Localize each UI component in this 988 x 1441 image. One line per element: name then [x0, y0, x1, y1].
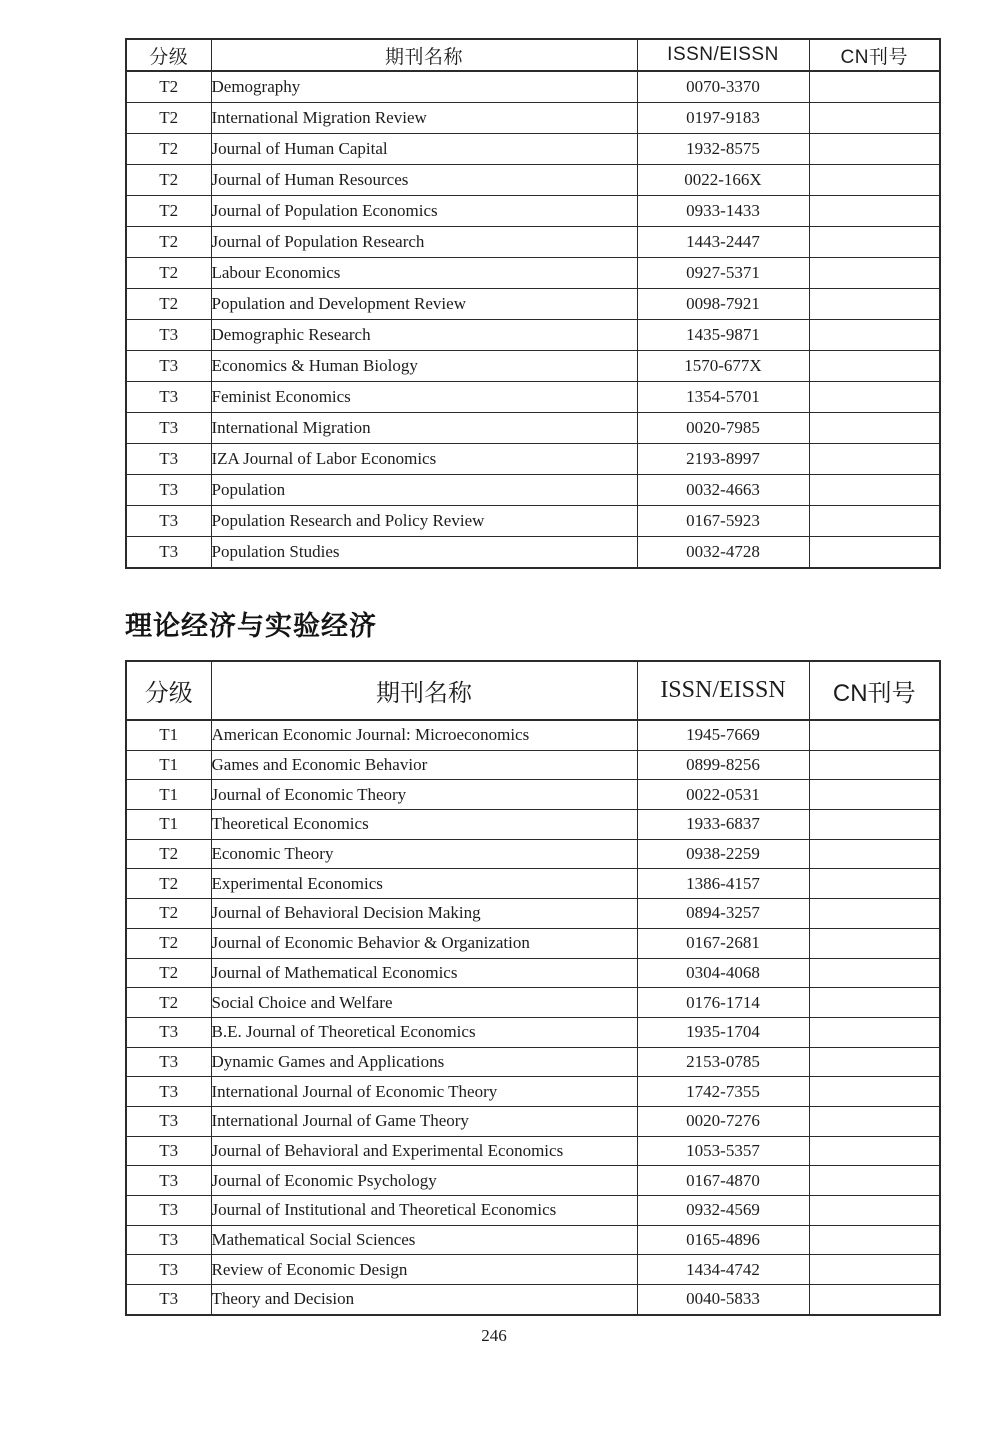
cn-number-cell	[809, 988, 940, 1018]
level-cell: T2	[126, 869, 211, 899]
issn-cell: 0167-5923	[637, 506, 809, 537]
journal-name-cell: Journal of Economic Behavior & Organization	[211, 928, 637, 958]
level-cell: T3	[126, 1077, 211, 1107]
level-cell: T3	[126, 382, 211, 413]
cn-number-cell	[809, 720, 940, 750]
level-cell: T3	[126, 1136, 211, 1166]
issn-cell: 0197-9183	[637, 103, 809, 134]
journal-name-cell: Journal of Human Capital	[211, 134, 637, 165]
journal-name-cell: Population and Development Review	[211, 289, 637, 320]
cn-number-cell	[809, 1106, 940, 1136]
level-cell: T3	[126, 1017, 211, 1047]
table-row	[126, 1255, 940, 1285]
journal-name-cell: Journal of Human Resources	[211, 165, 637, 196]
table-row	[126, 1047, 940, 1077]
table-row	[126, 320, 940, 351]
issn-cell: 0032-4728	[637, 537, 809, 569]
cn-number-cell	[809, 196, 940, 227]
issn-cell: 0020-7985	[637, 413, 809, 444]
cn-number-cell	[809, 839, 940, 869]
issn-cell: 0894-3257	[637, 899, 809, 929]
table-row	[126, 810, 940, 840]
issn-cell: 0932-4569	[637, 1196, 809, 1226]
journal-name-cell: Demographic Research	[211, 320, 637, 351]
journal-name-cell: Journal of Economic Theory	[211, 780, 637, 810]
table-row	[126, 444, 940, 475]
level-cell: T3	[126, 1255, 211, 1285]
journal-name-cell: Journal of Behavioral and Experimental Economics	[211, 1136, 637, 1166]
table-header-row	[126, 39, 940, 71]
issn-cell: 1933-6837	[637, 810, 809, 840]
journal-name-cell: Social Choice and Welfare	[211, 988, 637, 1018]
level-cell: T3	[126, 351, 211, 382]
table-row	[126, 382, 940, 413]
issn-cell: 1053-5357	[637, 1136, 809, 1166]
table-row	[126, 1077, 940, 1107]
journal-name-cell: Journal of Mathematical Economics	[211, 958, 637, 988]
issn-cell: 1443-2447	[637, 227, 809, 258]
cn-number-cell	[809, 537, 940, 569]
journal-name-cell: International Journal of Game Theory	[211, 1106, 637, 1136]
issn-cell: 0933-1433	[637, 196, 809, 227]
table-row	[126, 71, 940, 103]
cn-number-cell	[809, 1047, 940, 1077]
cn-number-cell	[809, 475, 940, 506]
journal-name-cell: Experimental Economics	[211, 869, 637, 899]
level-cell: T2	[126, 958, 211, 988]
cn-number-cell	[809, 1166, 940, 1196]
table-row	[126, 1166, 940, 1196]
journal-name-cell: Population	[211, 475, 637, 506]
level-cell: T1	[126, 750, 211, 780]
cn-number-cell	[809, 1255, 940, 1285]
journal-name-cell: International Migration	[211, 413, 637, 444]
journal-name-cell: IZA Journal of Labor Economics	[211, 444, 637, 475]
issn-cell: 1935-1704	[637, 1017, 809, 1047]
column-header-level: 分级	[126, 661, 211, 720]
table-row	[126, 506, 940, 537]
table-row	[126, 1196, 940, 1226]
table-row	[126, 537, 940, 569]
level-cell: T2	[126, 289, 211, 320]
level-cell: T2	[126, 196, 211, 227]
table-row	[126, 899, 940, 929]
table-row	[126, 103, 940, 134]
level-cell: T1	[126, 720, 211, 750]
cn-number-cell	[809, 750, 940, 780]
issn-cell: 2153-0785	[637, 1047, 809, 1077]
level-cell: T3	[126, 1285, 211, 1315]
column-header-issn: ISSN/EISSN	[637, 661, 809, 720]
table-row	[126, 289, 940, 320]
issn-cell: 0899-8256	[637, 750, 809, 780]
cn-number-cell	[809, 1077, 940, 1107]
cn-number-cell	[809, 71, 940, 103]
issn-cell: 1434-4742	[637, 1255, 809, 1285]
journal-name-cell: B.E. Journal of Theoretical Economics	[211, 1017, 637, 1047]
level-cell: T3	[126, 537, 211, 569]
cn-number-cell	[809, 869, 940, 899]
issn-cell: 0032-4663	[637, 475, 809, 506]
journal-name-cell: Demography	[211, 71, 637, 103]
journal-name-cell: Economics & Human Biology	[211, 351, 637, 382]
issn-cell: 2193-8997	[637, 444, 809, 475]
journal-name-cell: Journal of Population Research	[211, 227, 637, 258]
issn-cell: 0927-5371	[637, 258, 809, 289]
level-cell: T1	[126, 780, 211, 810]
cn-number-cell	[809, 382, 940, 413]
table-row	[126, 1225, 940, 1255]
level-cell: T2	[126, 134, 211, 165]
journal-name-cell: Population Research and Policy Review	[211, 506, 637, 537]
cn-number-cell	[809, 810, 940, 840]
level-cell: T3	[126, 1106, 211, 1136]
journal-name-cell: International Migration Review	[211, 103, 637, 134]
issn-cell: 0020-7276	[637, 1106, 809, 1136]
level-cell: T3	[126, 1047, 211, 1077]
table-row	[126, 165, 940, 196]
journal-name-cell: Population Studies	[211, 537, 637, 569]
issn-cell: 0022-0531	[637, 780, 809, 810]
level-cell: T2	[126, 165, 211, 196]
level-cell: T1	[126, 810, 211, 840]
cn-number-cell	[809, 444, 940, 475]
journal-name-cell: Journal of Institutional and Theoretical Economics	[211, 1196, 637, 1226]
level-cell: T3	[126, 1166, 211, 1196]
journal-name-cell: Theoretical Economics	[211, 810, 637, 840]
journal-table-theoretical-economics	[125, 660, 941, 1316]
level-cell: T2	[126, 227, 211, 258]
table-row	[126, 1017, 940, 1047]
cn-number-cell	[809, 1225, 940, 1255]
cn-number-cell	[809, 780, 940, 810]
journal-name-cell: American Economic Journal: Microeconomics	[211, 720, 637, 750]
table-row	[126, 869, 940, 899]
column-header-journal-name: 期刊名称	[211, 661, 637, 720]
column-header-cn-number: CN刊号	[809, 39, 940, 71]
cn-number-cell	[809, 899, 940, 929]
issn-cell: 0040-5833	[637, 1285, 809, 1315]
issn-cell: 0165-4896	[637, 1225, 809, 1255]
table-row	[126, 1285, 940, 1315]
issn-cell: 1570-677X	[637, 351, 809, 382]
cn-number-cell	[809, 1136, 940, 1166]
journal-table-population	[125, 38, 941, 569]
table-row	[126, 928, 940, 958]
column-header-issn: ISSN/EISSN	[637, 39, 809, 71]
issn-cell: 1945-7669	[637, 720, 809, 750]
column-header-level: 分级	[126, 39, 211, 71]
issn-cell: 1742-7355	[637, 1077, 809, 1107]
issn-cell: 0167-2681	[637, 928, 809, 958]
level-cell: T2	[126, 71, 211, 103]
journal-name-cell: Labour Economics	[211, 258, 637, 289]
table-row	[126, 750, 940, 780]
level-cell: T3	[126, 1225, 211, 1255]
cn-number-cell	[809, 103, 940, 134]
column-header-journal-name: 期刊名称	[211, 39, 637, 71]
level-cell: T3	[126, 506, 211, 537]
cn-number-cell	[809, 227, 940, 258]
journal-name-cell: Games and Economic Behavior	[211, 750, 637, 780]
cn-number-cell	[809, 1017, 940, 1047]
issn-cell: 0022-166X	[637, 165, 809, 196]
table-row	[126, 839, 940, 869]
table-header-row	[126, 661, 940, 720]
issn-cell: 0098-7921	[637, 289, 809, 320]
level-cell: T2	[126, 839, 211, 869]
issn-cell: 0167-4870	[637, 1166, 809, 1196]
cn-number-cell	[809, 320, 940, 351]
journal-name-cell: Journal of Economic Psychology	[211, 1166, 637, 1196]
cn-number-cell	[809, 351, 940, 382]
level-cell: T2	[126, 103, 211, 134]
issn-cell: 0938-2259	[637, 839, 809, 869]
journal-name-cell: Economic Theory	[211, 839, 637, 869]
table-row	[126, 351, 940, 382]
cn-number-cell	[809, 1285, 940, 1315]
journal-name-cell: Journal of Behavioral Decision Making	[211, 899, 637, 929]
journal-name-cell: Feminist Economics	[211, 382, 637, 413]
journal-name-cell: Journal of Population Economics	[211, 196, 637, 227]
page-number: 246	[481, 1326, 507, 1345]
level-cell: T3	[126, 444, 211, 475]
cn-number-cell	[809, 413, 940, 444]
cn-number-cell	[809, 258, 940, 289]
journal-name-cell: Review of Economic Design	[211, 1255, 637, 1285]
issn-cell: 1435-9871	[637, 320, 809, 351]
cn-number-cell	[809, 289, 940, 320]
level-cell: T2	[126, 988, 211, 1018]
table-row	[126, 196, 940, 227]
table-row	[126, 958, 940, 988]
cn-number-cell	[809, 134, 940, 165]
cn-number-cell	[809, 165, 940, 196]
table-row	[126, 1136, 940, 1166]
table-row	[126, 475, 940, 506]
issn-cell: 0176-1714	[637, 988, 809, 1018]
cn-number-cell	[809, 1196, 940, 1226]
table-row	[126, 227, 940, 258]
column-header-cn-number: CN刊号	[809, 661, 940, 720]
issn-cell: 1932-8575	[637, 134, 809, 165]
table-row	[126, 988, 940, 1018]
level-cell: T3	[126, 320, 211, 351]
issn-cell: 1354-5701	[637, 382, 809, 413]
journal-name-cell: Dynamic Games and Applications	[211, 1047, 637, 1077]
table-row	[126, 413, 940, 444]
issn-cell: 1386-4157	[637, 869, 809, 899]
journal-name-cell: Mathematical Social Sciences	[211, 1225, 637, 1255]
table-row	[126, 720, 940, 750]
table-row	[126, 134, 940, 165]
level-cell: T3	[126, 475, 211, 506]
level-cell: T2	[126, 899, 211, 929]
journal-name-cell: International Journal of Economic Theory	[211, 1077, 637, 1107]
table-row	[126, 258, 940, 289]
issn-cell: 0070-3370	[637, 71, 809, 103]
table-row	[126, 780, 940, 810]
table-row	[126, 1106, 940, 1136]
cn-number-cell	[809, 506, 940, 537]
level-cell: T2	[126, 928, 211, 958]
cn-number-cell	[809, 928, 940, 958]
journal-name-cell: Theory and Decision	[211, 1285, 637, 1315]
issn-cell: 0304-4068	[637, 958, 809, 988]
level-cell: T3	[126, 1196, 211, 1226]
cn-number-cell	[809, 958, 940, 988]
section-title: 理论经济与实验经济	[125, 611, 377, 641]
level-cell: T2	[126, 258, 211, 289]
level-cell: T3	[126, 413, 211, 444]
